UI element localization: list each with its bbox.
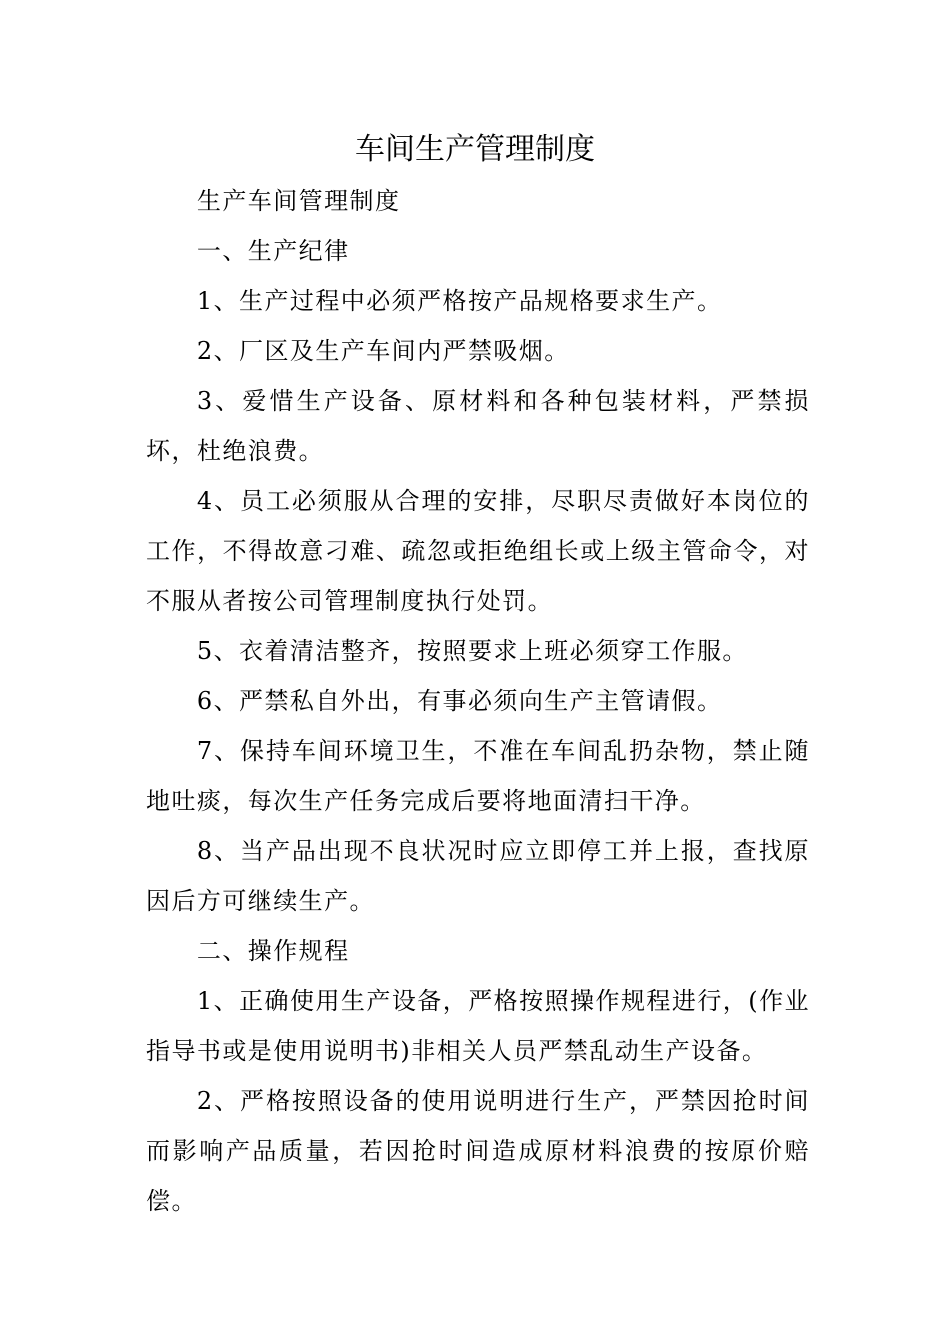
rule-item: 3、爱惜生产设备、原材料和各种包装材料，严禁损坏，杜绝浪费。	[146, 387, 810, 465]
rule-item: 2、厂区及生产车间内严禁吸烟。	[196, 337, 570, 365]
section-heading-operating-procedures: 二、操作规程	[196, 937, 350, 965]
document-title: 车间生产管理制度	[355, 132, 595, 167]
rule-item: 7、保持车间环境卫生，不准在车间乱扔杂物，禁止随地吐痰，每次生产任务完成后要将地面清扫干净。	[146, 737, 810, 815]
section-heading-production-discipline: 一、生产纪律	[196, 237, 350, 265]
rule-item: 8、当产品出现不良状况时应立即停工并上报，查找原因后方可继续生产。	[146, 837, 810, 915]
rule-item: 1、正确使用生产设备，严格按照操作规程进行，(作业指导书或是使用说明书)非相关人员严禁乱动生产设备。	[146, 987, 810, 1065]
document-body	[146, 176, 810, 1226]
rule-item: 2、严格按照设备的使用说明进行生产，严禁因抢时间而影响产品质量，若因抢时间造成原材料浪费的按原价赔偿。	[146, 1087, 810, 1215]
rule-item: 4、员工必须服从合理的安排，尽职尽责做好本岗位的工作，不得故意刁难、疏忽或拒绝组长或上级主管命令，对不服从者按公司管理制度执行处罚。	[146, 487, 810, 615]
paragraph-subtitle: 生产车间管理制度	[196, 187, 401, 215]
rule-item: 1、生产过程中必须严格按产品规格要求生产。	[196, 287, 723, 315]
rule-item: 5、衣着清洁整齐，按照要求上班必须穿工作服。	[196, 637, 748, 665]
rule-item: 6、严禁私自外出，有事必须向生产主管请假。	[196, 687, 723, 715]
